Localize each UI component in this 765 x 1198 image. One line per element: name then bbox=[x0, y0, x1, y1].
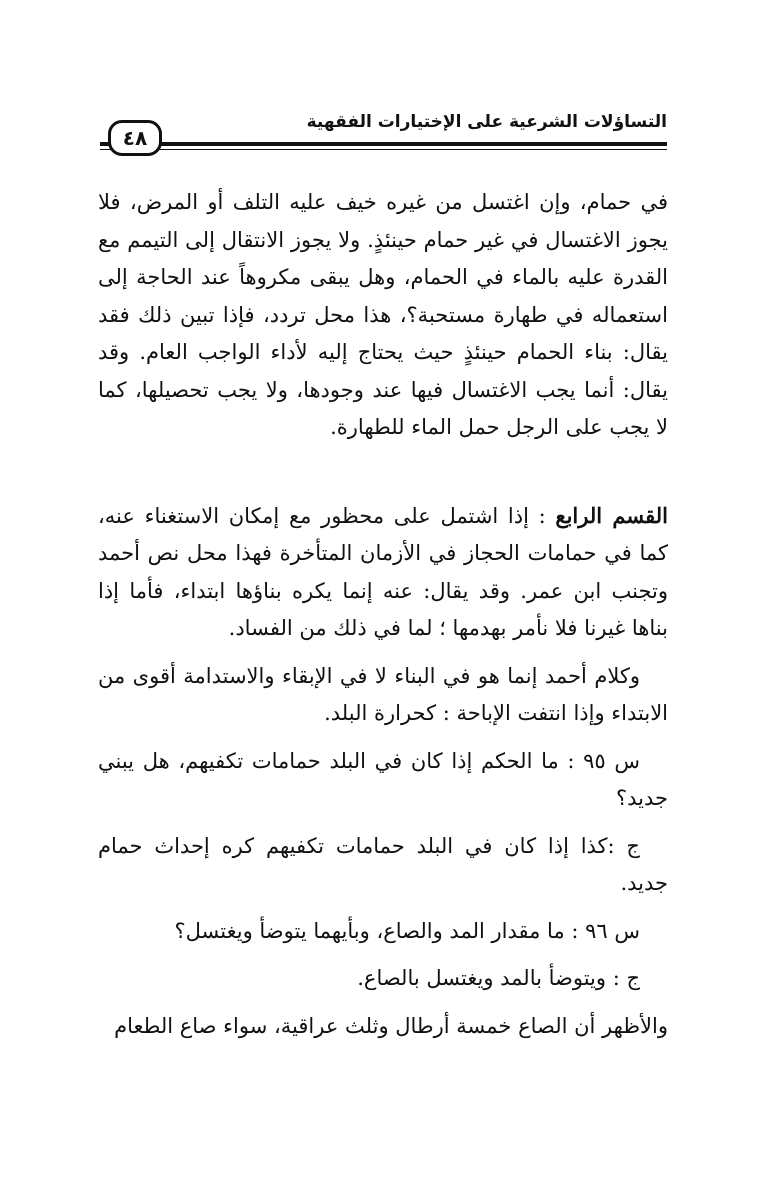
header-rule-thin bbox=[100, 149, 667, 150]
paragraph-2-text: : إذا اشتمل على محظور مع إمكان الاستغناء عنه، كما في حمامات الحجاز في الأزمان المتأخرة فهذا محل نص أحمد وتجنب ابن عمر. وقد يقال: عنه إنما يكره بناؤها ابتداء، فأما إذا بناها غيرنا فلا نأمر بهدمها ؛ لما في ذلك من الفساد. bbox=[98, 503, 668, 640]
question-95: س ٩٥ : ما الحكم إذا كان في البلد حمامات تكفيهم، هل يبني جديد؟ bbox=[98, 748, 668, 810]
paragraph-3: وكلام أحمد إنما هو في البناء لا في الإبقاء والاستدامة أقوى من الابتداء وإذا انتفت الإباحة : كحرارة البلد. bbox=[98, 663, 668, 725]
page-header bbox=[100, 104, 667, 160]
answer-95: ج :كذا إذا كان في البلد حمامات تكفيهم كره إحداث حمام جديد. bbox=[98, 833, 668, 895]
page-body bbox=[98, 184, 668, 1045]
paragraph-last: والأظهر أن الصاع خمسة أرطال وثلث عراقية، سواء صاع الطعام bbox=[114, 1013, 668, 1038]
header-rule-thick bbox=[100, 142, 667, 146]
answer-96: ج : ويتوضأ بالمد ويغتسل بالصاع. bbox=[357, 966, 640, 990]
running-title: التساؤلات الشرعية على الإختيارات الفقهية bbox=[306, 112, 667, 132]
section-label: القسم الرابع bbox=[555, 502, 668, 528]
question-96: س ٩٦ : ما مقدار المد والصاع، وبأيهما يتوضأ ويغتسل؟ bbox=[174, 918, 640, 943]
paragraph-1: في حمام، وإن اغتسل من غيره خيف عليه التلف أو المرض، فلا يجوز الاغتسال في غير حمام حينئذٍ. ولا يجوز الانتقال إلى التيمم مع القدرة عليه بالماء في الحمام، وهل يبقى مكروهاً عند الحاجة إلى استعماله في طهارة مستحبة؟، هذا محل تردد، فإذا تبين ذلك فقد يقال: بناء الحمام حينئذٍ حيث يحتاج إليه لأداء الواجب العام. وقد يقال: أنما يجب الاغتسال فيها عند وجودها، ولا يجب تحصيلها، كما لا يجب على الرجل حمل الماء للطهارة. bbox=[98, 190, 668, 439]
page-number: ٤٨ bbox=[108, 120, 162, 156]
paragraph-2 bbox=[98, 497, 668, 648]
